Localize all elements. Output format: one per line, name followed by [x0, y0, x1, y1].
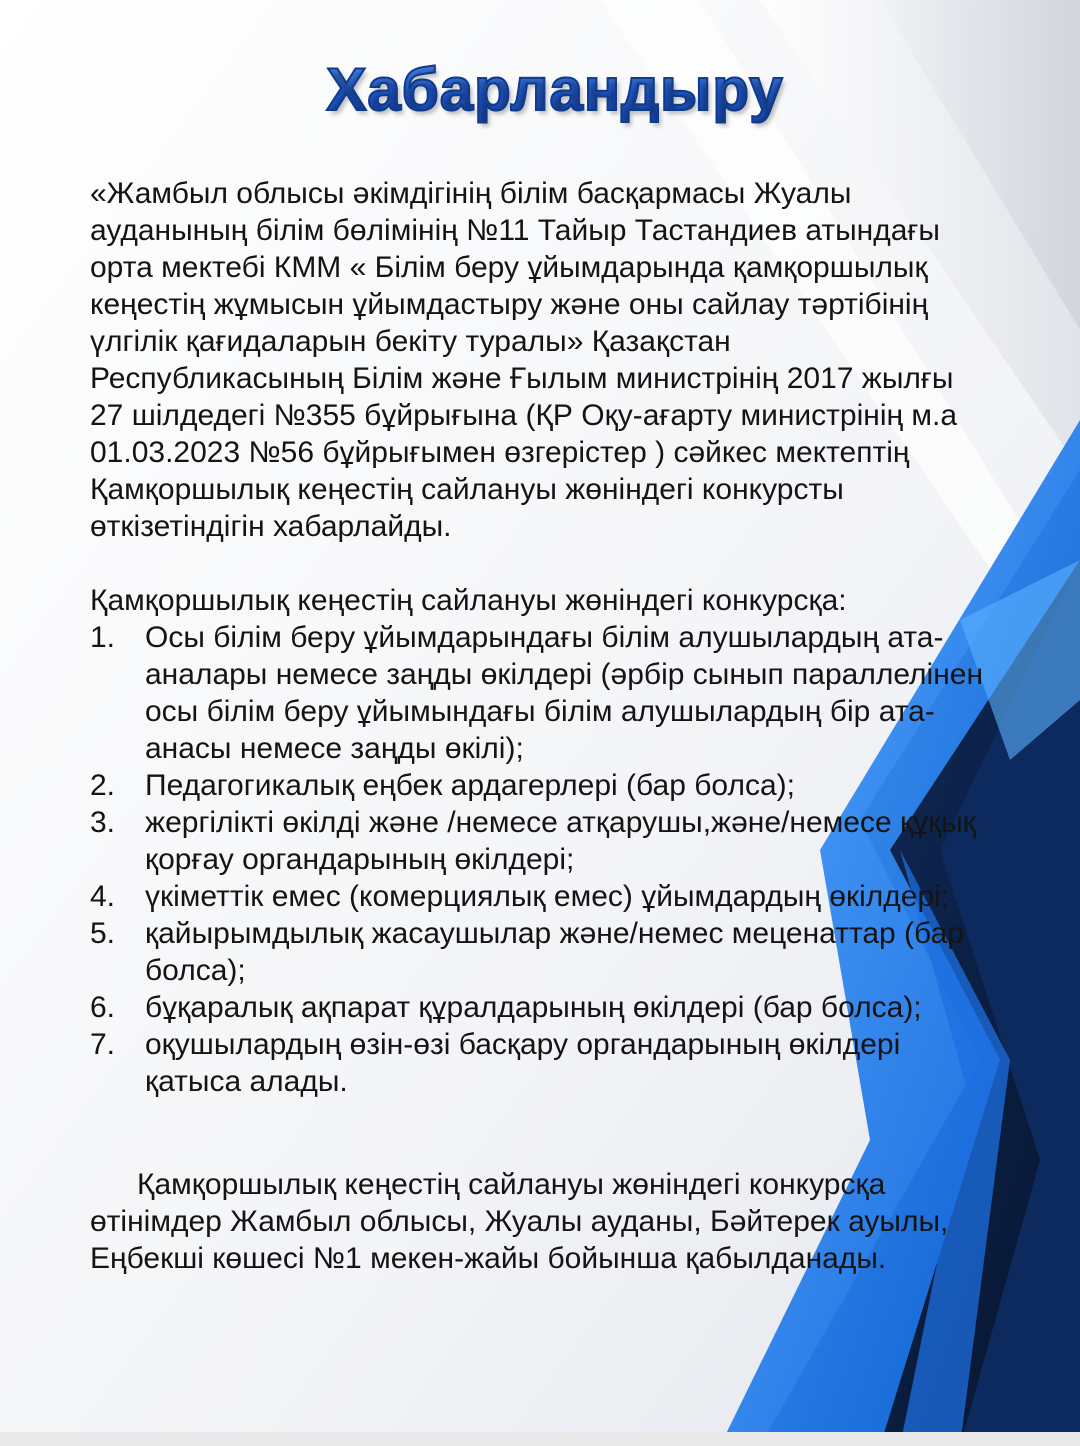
list-item: [90, 989, 990, 1026]
list-item-number: 2.: [90, 769, 116, 802]
list-item-number: 1.: [90, 621, 116, 654]
list-item: [90, 804, 990, 878]
list-item-number: 6.: [90, 991, 116, 1024]
list-item-number: 7.: [90, 1028, 116, 1061]
eligible-participants-list: [90, 619, 990, 1100]
list-item-text: Педагогикалық еңбек ардагерлері (бар болса);: [145, 769, 795, 802]
list-item: [90, 1026, 990, 1100]
list-item-text: үкіметтік емес (комерциялық емес) ұйымдардың өкілдері;: [145, 880, 950, 913]
list-item-text: Осы білім беру ұйымдарындағы білім алушылардың ата-аналары немесе заңды өкілдері (әрбір сынып параллелінен осы білім беру ұйымындағы білім алушылардың бір ата-анасы немесе заңды өкілі);: [145, 621, 984, 765]
list-item: [90, 619, 990, 767]
list-item: [90, 767, 990, 804]
list-item-text: бұқаралық ақпарат құралдарының өкілдері (бар болса);: [145, 991, 922, 1024]
list-item-number: 4.: [90, 880, 116, 913]
list-item: [90, 878, 990, 915]
list-item-text: оқушылардың өзін-өзі басқару органдарының өкілдері қатыса алады.: [145, 1028, 901, 1098]
intro-paragraph: «Жамбыл облысы әкімдігінің білім басқармасы Жуалы ауданының білім бөлімінің №11 Тайыр Тастандиев атындағы орта мектебі КММ « Білім беру ұйымдарында қамқоршылық кеңестің жұмысын ұйымдастыру және оны сайлау тәртібінің үлгілік қағидаларын бекіту туралы» Қазақстан Республикасының Білім және Ғылым министрінің 2017 жылғы 27 шілдедегі №355 бұйрығына (ҚР Оқу-ағарту министрінің м.а 01.03.2023 №56 бұйрығымен өзгерістер ) сәйкес мектептің Қамқоршылық кеңестің сайлануы жөніндегі конкурсты өткізетіндігін хабарлайды.: [90, 177, 958, 543]
list-heading: Қамқоршылық кеңестің сайлануы жөніндегі конкурсқа:: [90, 584, 847, 617]
list-item-number: 3.: [90, 806, 116, 839]
page-title: Хабарландыру: [0, 55, 1080, 124]
list-item-number: 5.: [90, 917, 116, 950]
list-item: [90, 915, 990, 989]
list-item-text: қайырымдылық жасаушылар және/немес меценаттар (бар болса);: [145, 917, 964, 987]
list-item-text: жергілікті өкілді және /немесе атқарушы,және/немесе құқық қорғау органдарының өкілдері;: [145, 806, 976, 876]
announcement-body: [90, 175, 990, 1100]
closing-paragraph: Қамқоршылық кеңестің сайлануы жөніндегі конкурсқа өтінімдер Жамбыл облысы, Жуалы ауданы, Бәйтерек ауылы, Еңбекші көшесі №1 мекен-жайы бойынша қабылданады.: [90, 1168, 949, 1275]
bottom-edge-bar: [0, 1432, 1080, 1446]
